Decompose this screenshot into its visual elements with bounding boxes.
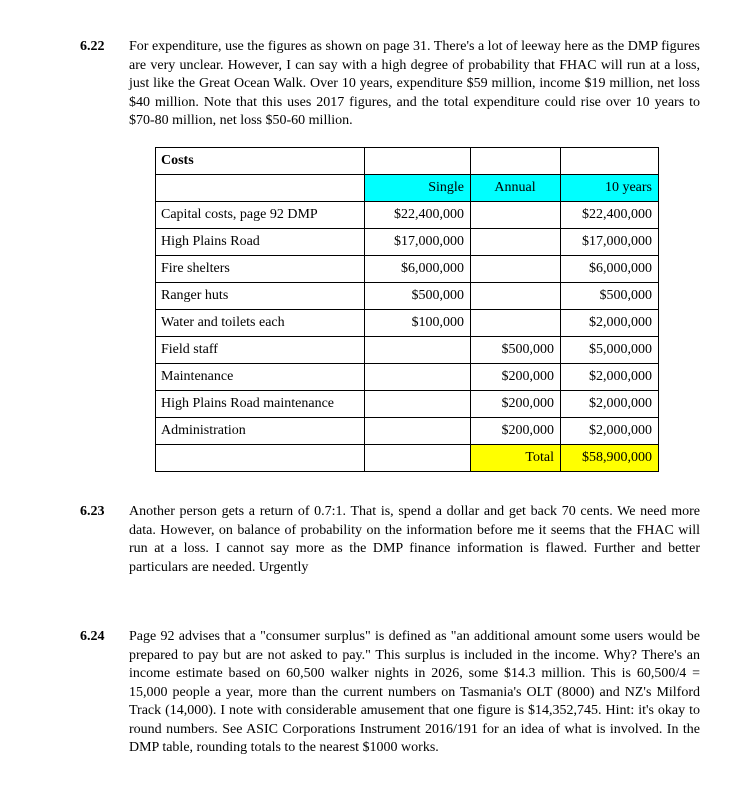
total-label: Total [471, 445, 561, 472]
table-row [156, 202, 659, 229]
section-text: Page 92 advises that a "consumer surplus" is defined as "an additional amount some users would be prepared to pay but are not asked to pay." This surplus is included in the income. Why? There's an income estimate based on 60,500 walker nights in 2026, some $14.3 million. This is 60,500/4 = 15,000 people a year, more than the current numbers on Tasmania's OLT (8000) and NZ's Milford Track (14,000). I note with considerable amusement that one figure is $14,352,745. Hint: it's okay to round numbers. See ASIC Corporations Instrument 2016/191 for an idea of what is involved. In the DMP table, rounding totals to the nearest $1000 works. [129, 629, 700, 755]
row-single [365, 391, 471, 418]
table-title: Costs [156, 148, 365, 175]
table-row [156, 229, 659, 256]
table-row [156, 391, 659, 418]
row-item: Maintenance [156, 364, 365, 391]
row-annual [471, 283, 561, 310]
row-single: $500,000 [365, 283, 471, 310]
header-annual: Annual [471, 175, 561, 202]
row-ten-years: $2,000,000 [561, 418, 659, 445]
row-single: $17,000,000 [365, 229, 471, 256]
table-row [156, 283, 659, 310]
row-annual [471, 229, 561, 256]
row-item: High Plains Road [156, 229, 365, 256]
row-ten-years: $2,000,000 [561, 391, 659, 418]
table-cell [156, 445, 365, 472]
row-ten-years: $6,000,000 [561, 256, 659, 283]
row-item: Water and toilets each [156, 310, 365, 337]
section-number: 6.23 [80, 504, 105, 519]
row-ten-years: $17,000,000 [561, 229, 659, 256]
table-row [156, 364, 659, 391]
row-single [365, 337, 471, 364]
row-ten-years: $22,400,000 [561, 202, 659, 229]
row-annual [471, 202, 561, 229]
row-ten-years: $2,000,000 [561, 310, 659, 337]
table-cell [365, 148, 471, 175]
section-text: For expenditure, use the figures as shown on page 31. There's a lot of leeway here as the DMP figures are very unclear. However, I can say with a high degree of probability that FHAC will run at a loss, just like the Great Ocean Walk. Over 10 years, expenditure $59 million, income $19 million, net loss $40 million. Note that this uses 2017 figures, and the total expenditure could rise over 10 years to $70-80 million, net loss $50-60 million. [129, 39, 700, 128]
paragraph-6-24 [80, 628, 700, 758]
header-single: Single [365, 175, 471, 202]
row-ten-years: $500,000 [561, 283, 659, 310]
row-item: High Plains Road maintenance [156, 391, 365, 418]
total-value: $58,900,000 [561, 445, 659, 472]
row-item: Fire shelters [156, 256, 365, 283]
row-annual: $200,000 [471, 364, 561, 391]
table-cell [156, 175, 365, 202]
section-number: 6.22 [80, 39, 105, 54]
row-item: Ranger huts [156, 283, 365, 310]
section-number: 6.24 [80, 629, 105, 644]
row-single: $22,400,000 [365, 202, 471, 229]
paragraph-6-22 [80, 38, 700, 131]
row-item: Administration [156, 418, 365, 445]
row-annual [471, 310, 561, 337]
row-annual: $200,000 [471, 418, 561, 445]
paragraph-6-23 [80, 503, 700, 577]
table-cell [561, 148, 659, 175]
row-single: $100,000 [365, 310, 471, 337]
costs-table [155, 147, 659, 472]
row-single [365, 364, 471, 391]
table-cell [365, 445, 471, 472]
section-text: Another person gets a return of 0.7:1. That is, spend a dollar and get back 70 cents. We need more data. However, on balance of probability on the information before me it seems that the FHAC will run at a loss. I cannot say more as the DMP finance information is flawed. Further and better particulars are needed. Urgently [129, 504, 700, 575]
table-row [156, 418, 659, 445]
header-ten-years: 10 years [561, 175, 659, 202]
table-header-row [156, 175, 659, 202]
table-title-row [156, 148, 659, 175]
table-row [156, 310, 659, 337]
table-row [156, 256, 659, 283]
row-single: $6,000,000 [365, 256, 471, 283]
table-total-row [156, 445, 659, 472]
row-annual: $200,000 [471, 391, 561, 418]
row-annual: $500,000 [471, 337, 561, 364]
table-cell [471, 148, 561, 175]
row-single [365, 418, 471, 445]
row-item: Capital costs, page 92 DMP [156, 202, 365, 229]
table-row [156, 337, 659, 364]
row-item: Field staff [156, 337, 365, 364]
row-ten-years: $2,000,000 [561, 364, 659, 391]
row-ten-years: $5,000,000 [561, 337, 659, 364]
row-annual [471, 256, 561, 283]
